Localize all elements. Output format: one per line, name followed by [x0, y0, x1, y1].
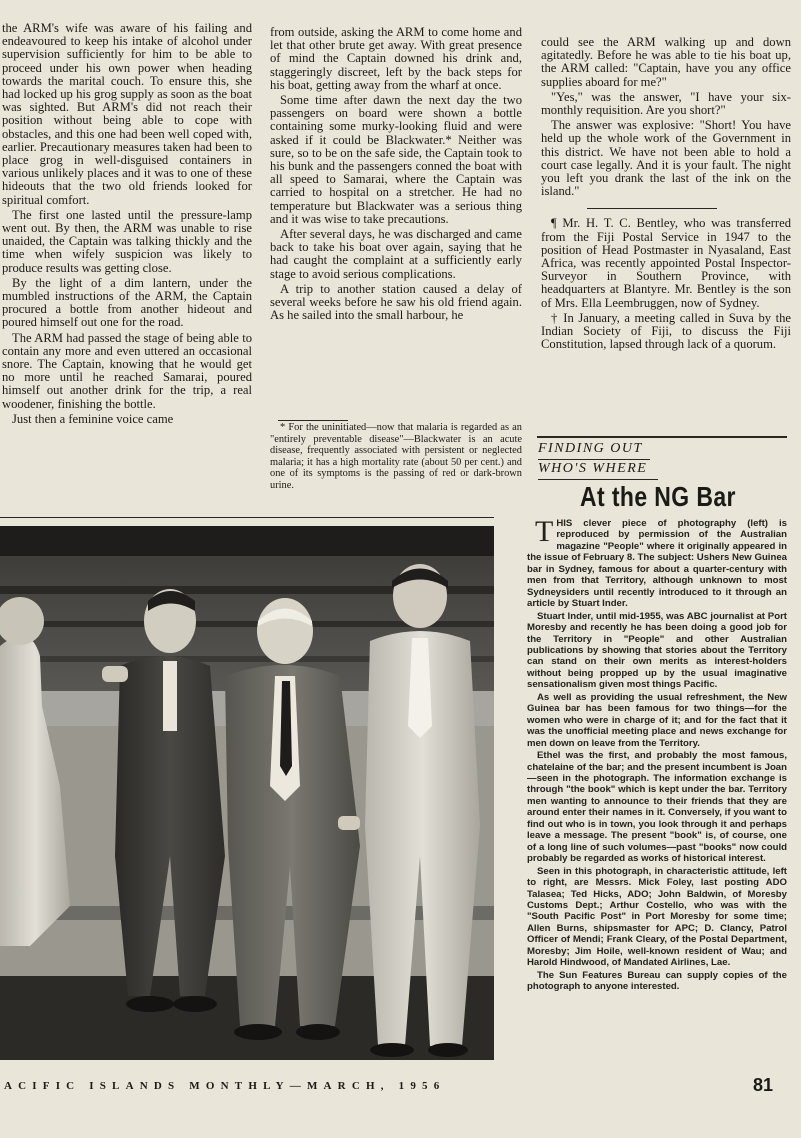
- drop-cap: T: [535, 518, 554, 548]
- paragraph: The answer was explosive: "Short! You have held up the whole work of the Government in this district. We have not been able to hold a court case legally. And it is your fault. The night you left you drank the last of the ink on the island.": [541, 118, 791, 199]
- paragraph: the ARM's wife was aware of his failing and endeavoured to keep his intake of alcohol under supervision sufficiently for him to be able to proceed under his own power when heading towards the marital couch. To ensure this, she had locked up his grog supply as soon as the boat was sighted. But ARM's did not reach their position without being able to cope with obstacles, and this one had been well coped with, earlier. Precautionary measures taken had been to place grog in well-disguised containers in various unlikely places and it was to one of these hideouts that the two old friends looked for spiritual comfort.: [2, 22, 252, 207]
- photograph-image: [0, 526, 494, 1060]
- paragraph: HIS clever piece of photography (left) is reproduced by permission of the Australian magazine "People" where it originally appeared in the issue of February 8. The subject: Ushers New Guinea bar in Sydney, famous for about a quarter-century with men from that Territory, although unknown to most Sydneysiders until recently introduced to it through an article by Stuart Inder.: [527, 518, 787, 610]
- feature-article: [527, 518, 787, 1068]
- footnote-rule: [278, 420, 348, 421]
- paragraph: Stuart Inder, until mid-1955, was ABC journalist at Port Moresby and recently he has been doing a good job for the Territory in "People" and other Australian publications by showing that stories about the Territory can stand on their own merits as interest-holders without being propped up by the usual imaginative sensationalism given most things Pacific.: [527, 610, 787, 691]
- paragraph: As well as providing the usual refreshment, the New Guinea bar has been famous for two things—for the women who were in charge of it; and for the fact that it was the unofficial meeting place and news exchange for men down on leave from the Territory.: [527, 691, 787, 749]
- bar-photograph: [0, 526, 494, 1060]
- paragraph: Some time after dawn the next day the two passengers on board were shown a bottle containing some murky-looking fluid and were asked if it could be Blackwater.* Neither was sure, so to be on the safe side, the Captain took to his bunk and the passengers conned the boat with all speed to Samarai, where the Captain was carried to hospital on a stretcher. He had no temperature but Blackwater was a serious thing and it was wise to take precautions.: [270, 93, 522, 226]
- paragraph: The ARM had passed the stage of being able to contain any more and even uttered an occasional snore. The Captain, knowing that he would get no more until he reached Samarai, poured himself out another drink for the trip, a real woodener, finishing the bottle.: [2, 330, 252, 411]
- section-rule: [537, 436, 787, 438]
- column-2: [270, 26, 522, 418]
- paragraph: Seen in this photograph, in characteristic attitude, left to right, are Messrs. Mick Foley, last posting ADO Talasea; Ted Hicks, ADO; John Baldwin, of Moresby Customs Dept.; Arthur Costello, who was with the "South Pacific Post" in Port Moresby for some time; Allen Burns, shipsmaster for APC; D. Clancy, Patrol Officer of Mendi; Frank Cleary, of the Postal Department, Moresby; Jim Hoile, well-known resident of Wau; and Harold Hindwood, of Mandated Airlines, Lae.: [527, 865, 787, 969]
- column-3: [541, 36, 791, 434]
- notes-rule: [587, 208, 717, 209]
- kicker-underline-1: [538, 459, 650, 460]
- note-bentley: ¶ Mr. H. T. C. Bentley, who was transferred from the Fiji Postal Service in 1947 to the position of Head Postmaster in Nyasaland, East Africa, was recently appointed Postal Inspector-Surveyor in Southern Province, with headquarters at Blantyre. Mr. Bentley is the son of Mrs. Ella Leembruggen, now of Sydney.: [541, 216, 791, 310]
- footnote-text: * For the uninitiated—now that malaria is regarded as an "entirely preventable disease"—Blackwater is an acute disease, frequently associated with persistent or neglected malaria; it has a high mortality rate (about 50 per cent.) and one of its symptoms is the passing of red or dark-brown urine.: [270, 422, 522, 491]
- photo-top-rule: [0, 517, 494, 518]
- kicker-underline-2: [538, 479, 658, 480]
- column-1: [2, 22, 252, 512]
- footnote-blackwater: [270, 422, 522, 512]
- kicker-line-1: FINDING OUT: [538, 441, 643, 456]
- paragraph: The first one lasted until the pressure-lamp went out. By then, the ARM was unable to rise unaided, the Captain was talking thickly and the time when wifely suspicion was likely to produce results was getting close.: [2, 207, 252, 275]
- feature-headline: At the NG Bar: [580, 481, 736, 512]
- paragraph: After several days, he was discharged and came back to take his boat over again, saying that he had caught the complaint at a sufficiently early stage to avoid serious complications.: [270, 227, 522, 281]
- paragraph: The Sun Features Bureau can supply copies of the photograph to anyone interested.: [527, 969, 787, 993]
- paragraph: "Yes," was the answer, "I have your six-monthly requisition. Are you short?": [541, 89, 791, 118]
- kicker-line-2: WHO'S WHERE: [538, 461, 648, 476]
- paragraph: By the light of a dim lantern, under the mumbled instructions of the ARM, the Captain procured a bottle from another hideout and poured himself out one for the road.: [2, 275, 252, 330]
- page-number: 81: [753, 1075, 774, 1095]
- note-fiji-constitution: † In January, a meeting called in Suva by the Indian Society of Fiji, to discuss the Fiji Constitution, lapsed through lack of a quorum.: [541, 310, 791, 352]
- paragraph: A trip to another station caused a delay of several weeks before he saw his old friend again. As he sailed into the small harbour, he: [270, 281, 522, 323]
- paragraph: could see the ARM walking up and down agitatedly. Before he was able to tie his boat up, the ARM called: "Captain, have you any office supplies aboard for me?": [541, 36, 791, 89]
- running-footer: ACIFIC ISLANDS MONTHLY—MARCH, 1956: [4, 1080, 446, 1092]
- paragraph: Ethel was the first, and probably the most famous, chatelaine of the bar; and the present incumbent is Joan—seen in the photograph. The information exchange is through "the book" which is kept under the bar. Territory men wanting to announce to their friends that they are around enter their names in it. Conversely, if you want to find out who is in town, you look through it and perhaps leave a message. The present "book" is, of course, one of a long line of such volumes—past "books" now could probably be regarded as works of historical interest.: [527, 750, 787, 865]
- paragraph: from outside, asking the ARM to come home and let that other brute get away. With great presence of mind the Captain downed his drink and, staggeringly discreet, left by the back steps for his boat, getting away from the wharf at once.: [270, 26, 522, 92]
- paragraph: Just then a feminine voice came: [12, 411, 174, 426]
